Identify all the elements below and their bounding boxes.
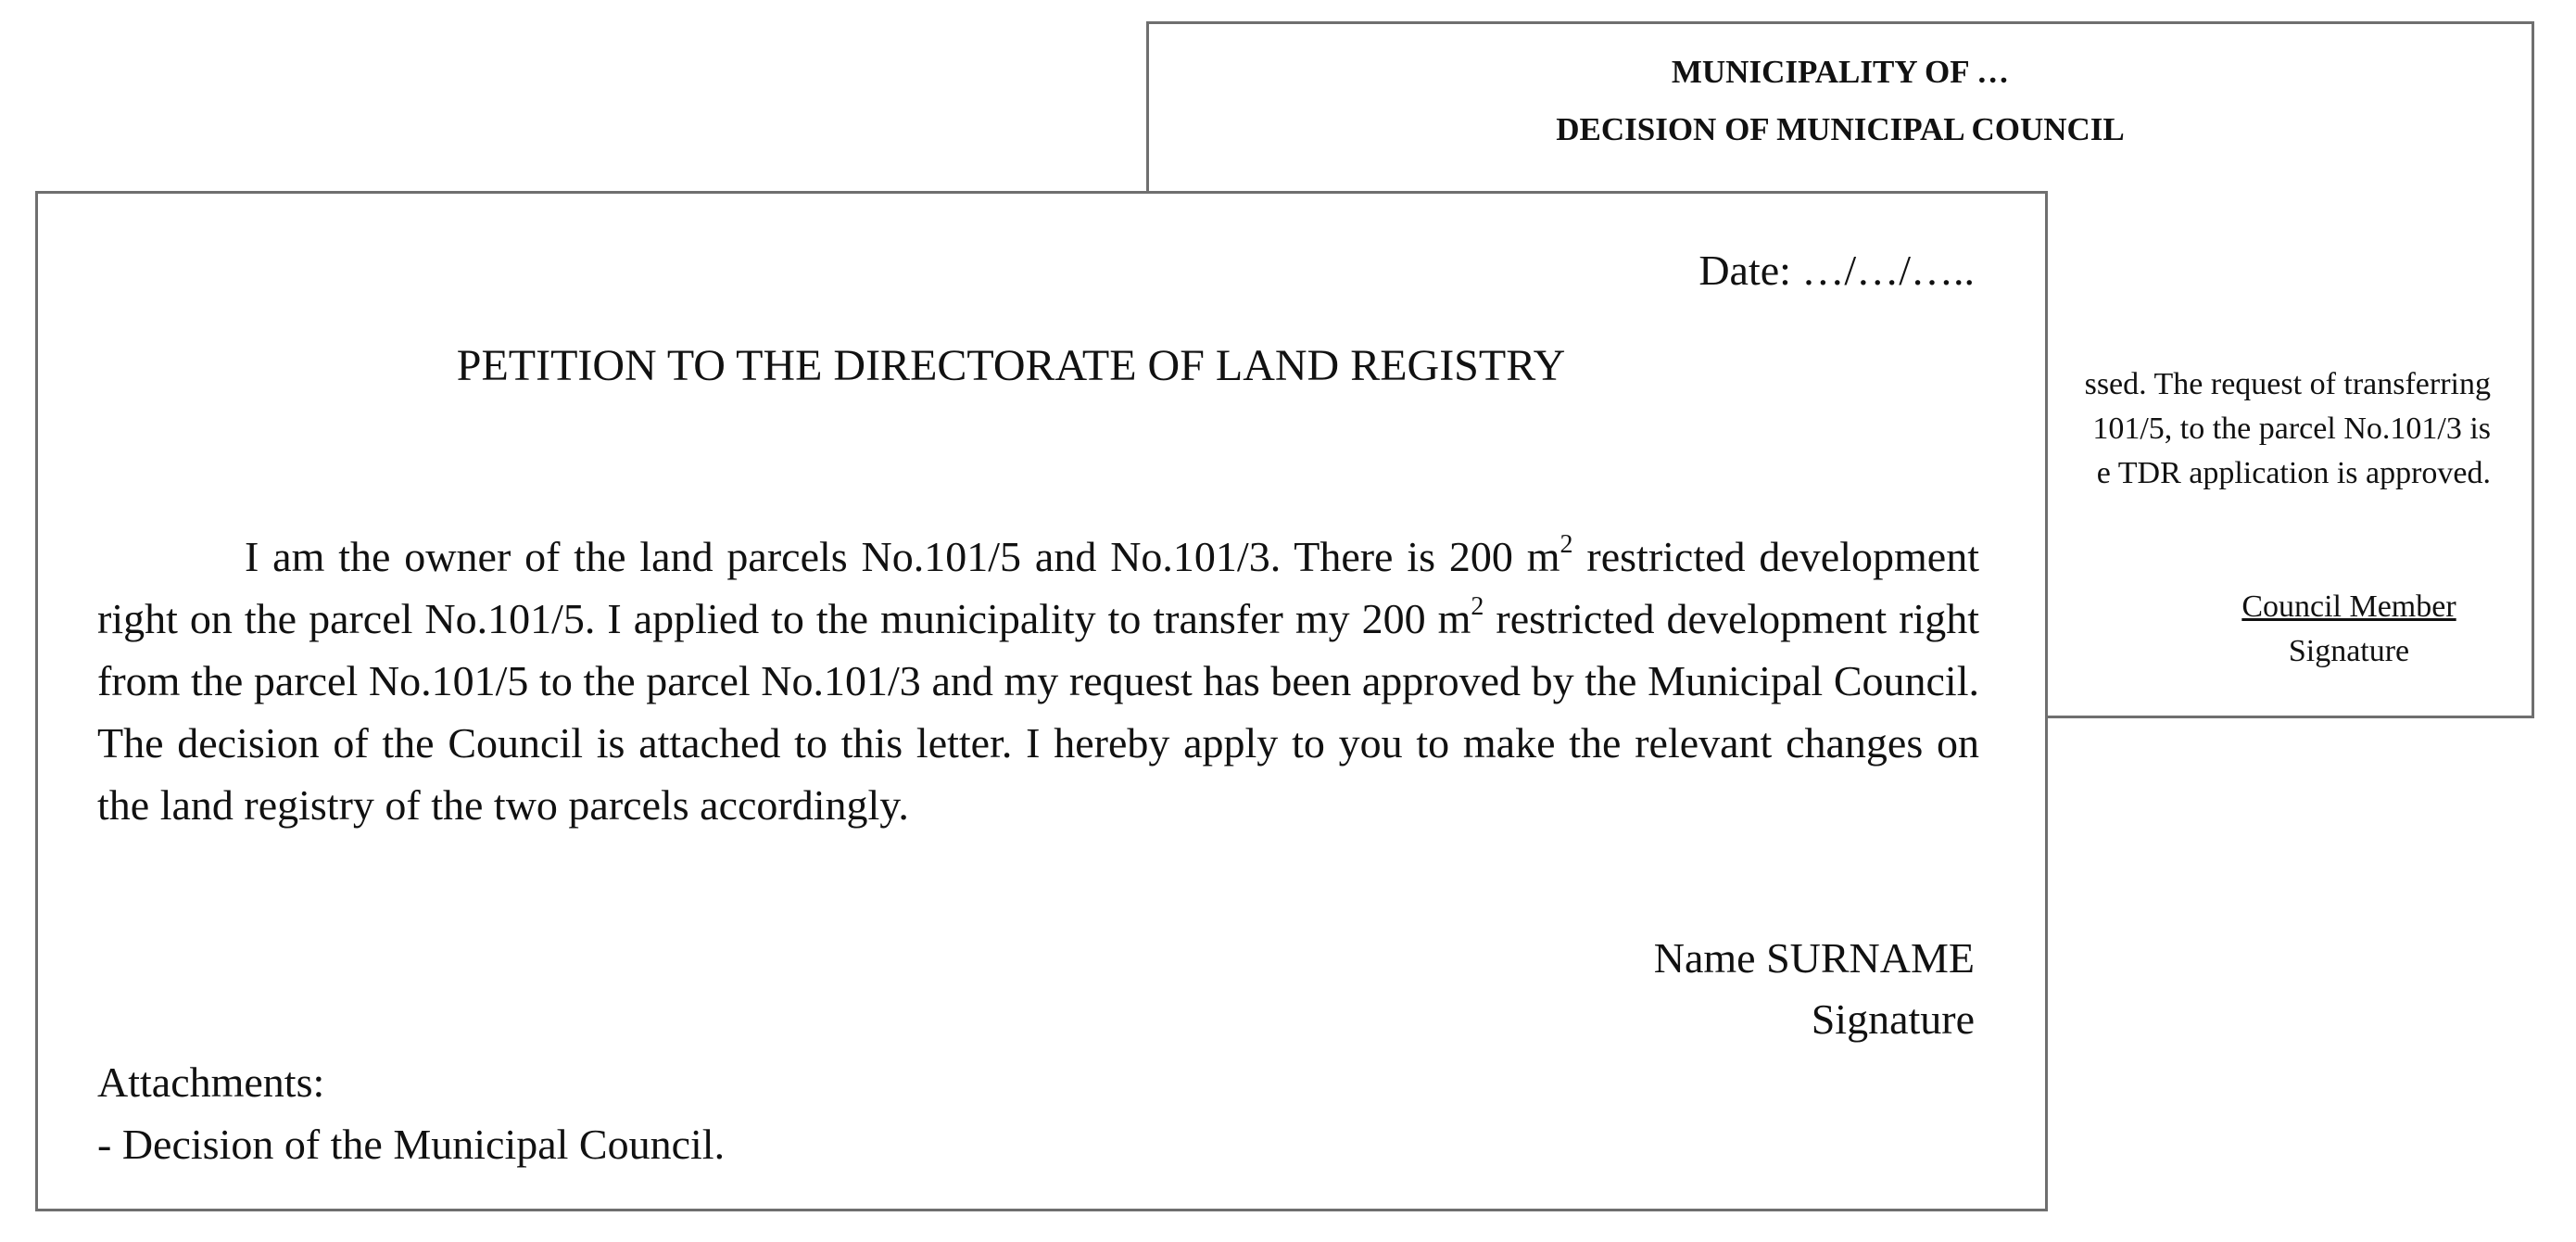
decision-text-line: ssed. The request of transferring [2084, 367, 2491, 401]
attachments-label: Attachments: [97, 1058, 325, 1106]
petition-body-text: I am the owner of the land parcels No.101/5 and No.101/3. There is 200 m [245, 533, 1560, 580]
petition-date: Date: …/…/….. [1698, 247, 1975, 294]
petition-body [97, 526, 1979, 836]
petition-document [35, 191, 2048, 1211]
decision-text-line: e TDR application is approved. [2096, 456, 2491, 490]
council-signature-label: Signature [2288, 634, 2410, 668]
petition-title: PETITION TO THE DIRECTORATE OF LAND REGISTRY [456, 341, 1566, 390]
decision-heading: DECISION OF MUNICIPAL COUNCIL [1556, 111, 2125, 147]
applicant-name: Name SURNAME [1653, 934, 1975, 982]
municipality-heading: MUNICIPALITY OF … [1671, 54, 2010, 90]
applicant-signature-label: Signature [1811, 995, 1975, 1043]
superscript-two: 2 [1471, 591, 1484, 621]
decision-text-line: 101/5, to the parcel No.101/3 is [2092, 412, 2491, 446]
council-member-label: Council Member [2241, 589, 2456, 624]
attachment-item: - Decision of the Municipal Council. [97, 1121, 726, 1168]
petition-body-text: restricted development right on the parcel No.101/5. I applied to the municipality to transfer my 200 m [97, 533, 1979, 642]
superscript-two: 2 [1559, 529, 1573, 559]
petition-body-text: restricted development right from the parcel No.101/5 to the parcel No.101/3 and my request has been approved by the Municipal Council. The decision of the Council is attached to this letter. I hereby apply to you to make the relevant changes on the land registry of the two parcels accordingly. [97, 595, 1979, 829]
